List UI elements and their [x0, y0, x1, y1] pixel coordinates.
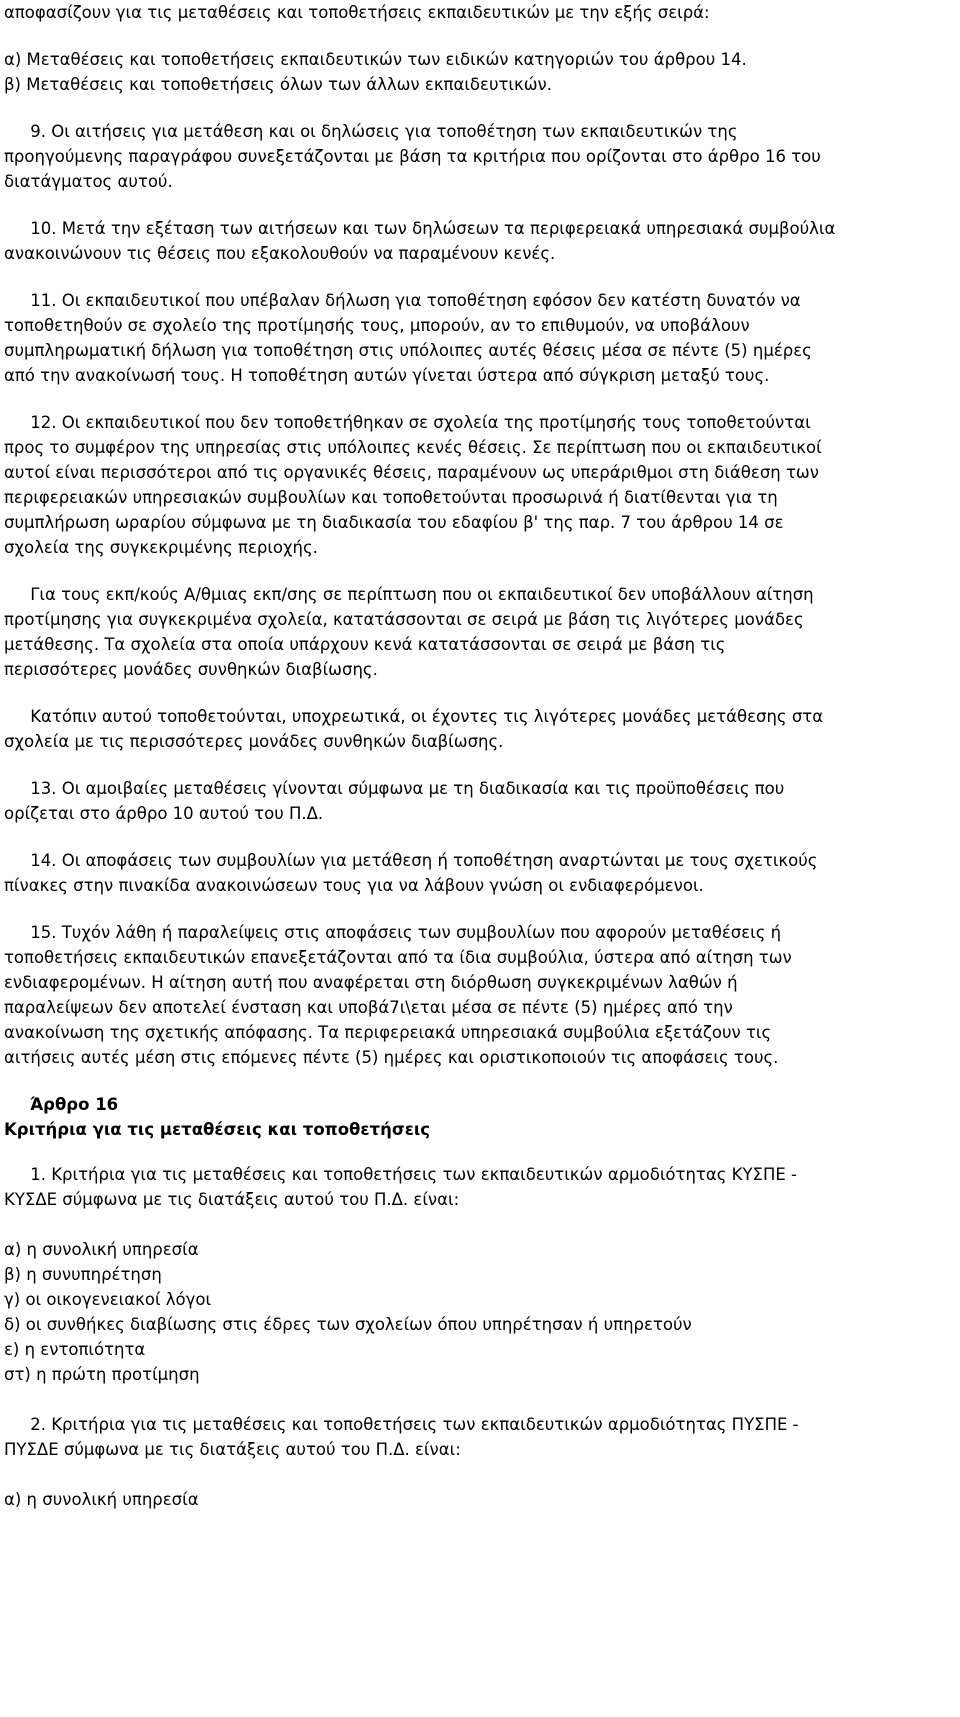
paragraph-line: ορίζεται στο άρθρο 10 αυτού του Π.Δ.: [4, 804, 324, 823]
paragraph: [4, 288, 956, 388]
paragraph-line: προτίμησης για συγκεκριμένα σχολεία, κατατάσσονται σε σειρά με βάση τις λιγότερες μονάδες: [4, 610, 804, 629]
paragraph: [4, 0, 956, 25]
paragraph-line: α) Μεταθέσεις και τοποθετήσεις εκπαιδευτικών των ειδικών κατηγοριών του άρθρου 14.: [4, 50, 747, 69]
spacer: [4, 266, 956, 288]
article-title: Κριτήρια για τις μεταθέσεις και τοποθετήσεις: [4, 1120, 431, 1139]
paragraph-line: προς το συμφέρον της υπηρεσίας στις υπόλοιπες κενές θέσεις. Σε περίπτωση που οι εκπαιδευτικοί: [4, 438, 822, 457]
spacer: [4, 754, 956, 776]
paragraph-line: περιφερειακών υπηρεσιακών συμβουλίων και τοποθετούνται προσωρινά ή διατίθενται για τη: [4, 488, 778, 507]
paragraph-line: αποφασίζουν για τις μεταθέσεις και τοποθετήσεις εκπαιδευτικών με την εξής σειρά:: [4, 3, 710, 22]
paragraph-line: αυτοί είναι περισσότεροι από τις οργανικές θέσεις, παραμένουν ως υπεράριθμοι στη διάθεση των: [4, 463, 819, 482]
spacer: [4, 1462, 956, 1487]
paragraph-line: ανακοίνωση της σχετικής απόφασης. Τα περιφερειακά υπηρεσιακά συμβούλια εξετάζουν τις: [4, 1023, 772, 1042]
spacer: [4, 1212, 956, 1237]
paragraph-line: πίνακες στην πινακίδα ανακοινώσεων τους για να λάβουν γνώση οι ενδιαφερόμενοι.: [4, 876, 704, 895]
paragraph: [4, 119, 956, 194]
paragraph-line: διατάγματος αυτού.: [4, 172, 173, 191]
paragraph-line: συμπληρωματική δήλωση για τοποθέτηση στις υπόλοιπες αυτές θέσεις μέσα σε πέντε (5) ημέρες: [4, 341, 812, 360]
criteria-item: δ) οι συνθήκες διαβίωσης στις έδρες των σχολείων όπου υπηρέτησαν ή υπηρετούν: [4, 1315, 692, 1334]
article-paragraph-2: [4, 1412, 956, 1462]
paragraph-line: 9. Οι αιτήσεις για μετάθεση και οι δηλώσεις για τοποθέτηση των εκπαιδευτικών της: [4, 122, 738, 141]
paragraph: [4, 920, 956, 1070]
paragraph-line: ανακοινώνουν τις θέσεις που εξακολουθούν να παραμένουν κενές.: [4, 244, 556, 263]
paragraph-line: παραλείψεων δεν αποτελεί ένσταση και υποβά7ι\εται μέσα σε πέντε (5) ημέρες από την: [4, 998, 733, 1017]
document-body: [4, 0, 956, 1070]
paragraph-line: αιτήσεις αυτές μέση στις επόμενες πέντε (5) ημέρες και οριστικοποιούν τις αποφάσεις τους.: [4, 1048, 779, 1067]
article-paragraph-1: [4, 1162, 956, 1212]
criteria-item: στ) η πρώτη προτίμηση: [4, 1365, 200, 1384]
paragraph: [4, 47, 956, 97]
article-number: Άρθρο 16: [30, 1095, 119, 1114]
paragraph: [4, 582, 956, 682]
paragraph-line: προηγούμενης παραγράφου συνεξετάζονται με βάση τα κριτήρια που ορίζονται στο άρθρο 16 του: [4, 147, 821, 166]
paragraph-line: 13. Οι αμοιβαίες μεταθέσεις γίνονται σύμφωνα με τη διαδικασία και τις προϋποθέσεις που: [4, 779, 785, 798]
paragraph-line: 11. Οι εκπαιδευτικοί που υπέβαλαν δήλωση για τοποθέτηση εφόσον δεν κατέστη δυνατόν να: [4, 291, 801, 310]
criteria-item: α) η συνολική υπηρεσία: [4, 1240, 199, 1259]
paragraph-line: Κατόπιν αυτού τοποθετούνται, υποχρεωτικά, οι έχοντες τις λιγότερες μονάδες μετάθεσης στα: [4, 707, 824, 726]
criteria-list: [4, 1237, 956, 1387]
criteria-item: ε) η εντοπιότητα: [4, 1340, 146, 1359]
spacer: [4, 97, 956, 119]
paragraph-line: 14. Οι αποφάσεις των συμβουλίων για μετάθεση ή τοποθέτηση αναρτώνται με τους σχετικούς: [4, 851, 818, 870]
paragraph-line: περισσότερες μονάδες συνθηκών διαβίωσης.: [4, 660, 378, 679]
paragraph-line: συμπλήρωση ωραρίου σύμφωνα με τη διαδικασία του εδαφίου β' της παρ. 7 του άρθρου 14 σε: [4, 513, 784, 532]
paragraph: [4, 216, 956, 266]
spacer: [4, 826, 956, 848]
paragraph-line: ΚΥΣΔΕ σύμφωνα με τις διατάξεις αυτού του Π.Δ. είναι:: [4, 1190, 460, 1209]
spacer: [4, 898, 956, 920]
paragraph-line: 10. Μετά την εξέταση των αιτήσεων και των δηλώσεων τα περιφερειακά υπηρεσιακά συμβούλια: [4, 219, 836, 238]
paragraph-line: από την ανακοίνωσή τους. Η τοποθέτηση αυτών γίνεται ύστερα από σύγκριση μεταξύ τους.: [4, 366, 770, 385]
paragraph-line: ενδιαφερομένων. Η αίτηση αυτή που αναφέρεται στη διόρθωση συγκεκριμένων λαθών ή: [4, 973, 738, 992]
paragraph-line: β) Μεταθέσεις και τοποθετήσεις όλων των άλλων εκπαιδευτικών.: [4, 75, 553, 94]
paragraph-line: σχολεία με τις περισσότερες μονάδες συνθηκών διαβίωσης.: [4, 732, 504, 751]
paragraph: [4, 848, 956, 898]
paragraph-line: 15. Τυχόν λάθη ή παραλείψεις στις αποφάσεις των συμβουλίων που αφορούν μεταθέσεις ή: [4, 923, 782, 942]
paragraph: [4, 704, 956, 754]
paragraph: [4, 410, 956, 560]
criteria2-item: α) η συνολική υπηρεσία: [4, 1490, 199, 1509]
spacer: [4, 682, 956, 704]
paragraph-line: 1. Κριτήρια για τις μεταθέσεις και τοποθετήσεις των εκπαιδευτικών αρμοδιότητας ΚΥΣΠΕ -: [4, 1165, 798, 1184]
spacer: [4, 194, 956, 216]
paragraph-line: τοποθετηθούν σε σχολείο της προτίμησής τους, μπορούν, αν το επιθυμούν, να υποβάλουν: [4, 316, 750, 335]
spacer: [4, 1387, 956, 1412]
criteria-item: β) η συνυπηρέτηση: [4, 1265, 162, 1284]
paragraph-line: 2. Κριτήρια για τις μεταθέσεις και τοποθετήσεις των εκπαιδευτικών αρμοδιότητας ΠΥΣΠΕ -: [4, 1415, 799, 1434]
spacer: [4, 388, 956, 410]
paragraph-line: τοποθετήσεις εκπαιδευτικών επανεξετάζονται από τα ίδια συμβούλια, ύστερα από αίτηση των: [4, 948, 792, 967]
spacer: [4, 560, 956, 582]
article-heading: [4, 1092, 956, 1142]
paragraph-line: Για τους εκπ/κούς Α/θμιας εκπ/σης σε περίπτωση που οι εκπαιδευτικοί δεν υποβάλλουν αίτηση: [4, 585, 814, 604]
paragraph: [4, 776, 956, 826]
spacer: [4, 25, 956, 47]
spacer: [4, 1142, 956, 1162]
paragraph-line: ΠΥΣΔΕ σύμφωνα με τις διατάξεις αυτού του Π.Δ. είναι:: [4, 1440, 461, 1459]
paragraph-line: μετάθεσης. Τα σχολεία στα οποία υπάρχουν κενά κατατάσσονται σε σειρά με βάση τις: [4, 635, 726, 654]
paragraph-line: 12. Οι εκπαιδευτικοί που δεν τοποθετήθηκαν σε σχολεία της προτίμησής τους τοποθετούνται: [4, 413, 811, 432]
paragraph-line: σχολεία της συγκεκριμένης περιοχής.: [4, 538, 318, 557]
criteria-item: γ) οι οικογενειακοί λόγοι: [4, 1290, 212, 1309]
